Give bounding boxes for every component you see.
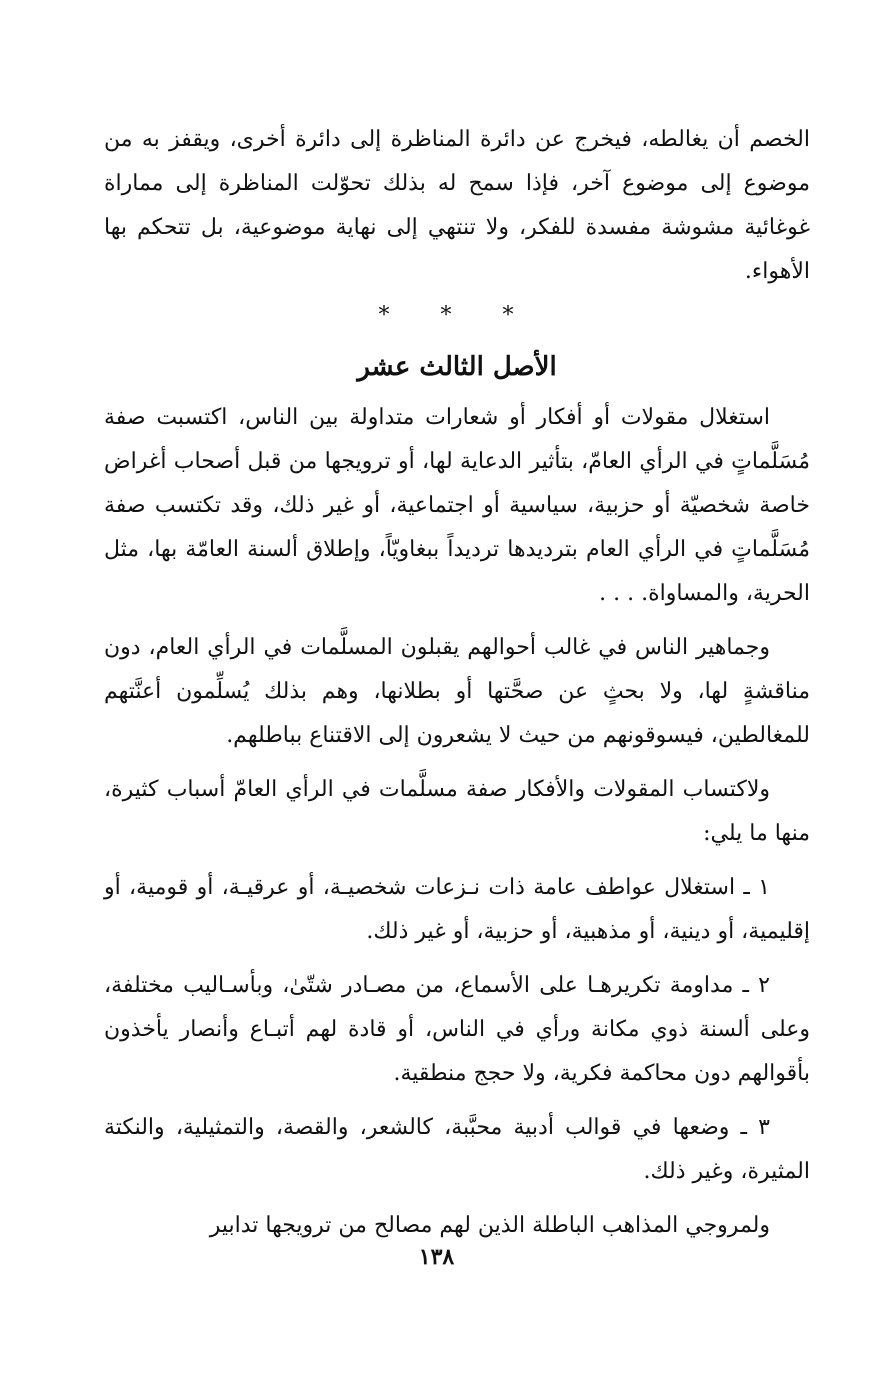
section-separator: * * * bbox=[378, 303, 536, 328]
paragraph-continuation: الخصم أن يغالطه، فيخرج عن دائرة المناظرة إلى دائرة أخرى، ويقفز به من موضوع إلى موضوع آخر، فإذا سمح له بذلك تحوّلت المناظرة إلى مماراة غوغائية مشوشة مفسدة للفكر، ولا تنتهي إلى نهاية موضوعية، بل تتحكم بها الأهواء. bbox=[104, 127, 810, 284]
page-number: ١٣٨ bbox=[418, 1244, 455, 1270]
list-item-1: ١ ـ استغلال عواطف عامة ذات نـزعات شخصيـة، أو عرقيـة، أو قومية، أو إقليمية، أو دينية، أو مذهبية، أو حزبية، أو غير ذلك. bbox=[104, 875, 810, 944]
paragraph-definition: استغلال مقولات أو أفكار أو شعارات متداولة بين الناس، اكتسبت صفة مُسَلَّماتٍ في الرأي العامّ، بتأثير الدعاية لها، أو ترويجها من قبل أصحاب أغراض خاصة شخصيّة أو حزبية، سياسية أو اجتماعية، أو غير ذلك، وقد تكتسب صفة مُسَلَّماتٍ في الرأي العام بترديدها ترديداً ببغاويّاً، وإطلاق ألسنة العامّة بها، مثل الحرية، والمساواة. . . . bbox=[104, 405, 810, 606]
section-title: الأصل الثالث عشر bbox=[357, 352, 557, 382]
list-item-3: ٣ ـ وضعها في قوالب أدبية محبَّبة، كالشعر، والقصة، والتمثيلية، والنكتة المثيرة، وغير ذلك. bbox=[104, 1115, 810, 1184]
page-body bbox=[104, 118, 810, 1248]
paragraph-reasons-intro: ولاكتساب المقولات والأفكار صفة مسلَّمات في الرأي العامّ أسباب كثيرة، منها ما يلي: bbox=[104, 777, 810, 846]
paragraph-promoters: ولمروجي المذاهب الباطلة الذين لهم مصالح من ترويجها تدابير bbox=[209, 1213, 770, 1238]
paragraph-masses: وجماهير الناس في غالب أحوالهم يقبلون المسلَّمات في الرأي العام، دون مناقشةٍ لها، ولا بحثٍ عن صحَّتها أو بطلانها، وهم بذلك يُسلِّمون أعنَّتهم للمغالطين، فيسوقونهم من حيث لا يشعرون إلى الاقتناع بباطلهم. bbox=[104, 635, 810, 748]
list-item-2: ٢ ـ مداومة تكريرهـا على الأسماع، من مصـادر شتّىٰ، وبأسـاليب مختلفة، وعلى ألسنة ذوي مكانة ورأي في الناس، أو قادة لهم أتبـاع وأنصار يأخذون بأقوالهم دون محاكمة فكرية، ولا حجج منطقية. bbox=[104, 973, 810, 1086]
